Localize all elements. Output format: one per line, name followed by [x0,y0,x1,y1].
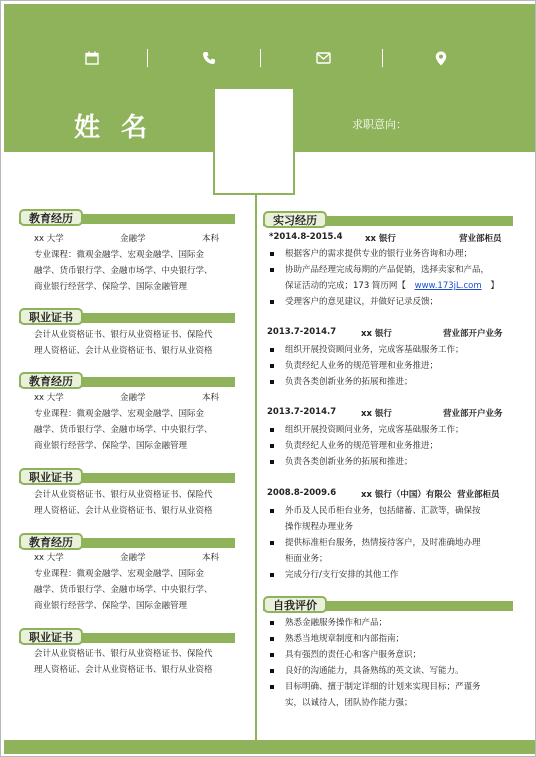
certificate-section-header [19,308,235,325]
job-bullets [265,535,481,551]
job-period: *2014.8-2015.4 [269,232,343,242]
text-line: 理人资格证、会计从业资格证书、银行从业资格 [34,346,213,356]
job-header [267,407,513,421]
section-title: 教育经历 [19,209,83,226]
text-line: 会计从业资格证书、银行从业资格证书、保险代 [34,649,213,659]
self-evaluation-section-header [263,596,513,613]
section-title: 教育经历 [19,533,83,550]
job-bullets [265,342,464,390]
text-line: 融学、货币银行学、金融市场学、中央银行学、 [34,425,213,435]
certificate-text [34,327,213,359]
major: 金融学 [120,553,146,563]
job-company: xx 银行 [361,409,392,419]
education-section-header [19,209,235,226]
job-period: 2008.8-2009.6 [267,488,337,498]
bullet-continuation: 操作规程办理业务 [285,522,354,532]
education-section-header [19,533,235,550]
bullet-item: 负责经纪人业务的规范管理和业务推进； [265,358,464,374]
job-intent-label: 求职意向： [352,118,407,131]
school-name: xx 大学 [34,234,64,244]
text-line: 】 [490,281,499,291]
job-period: 2013.7-2014.7 [267,327,337,337]
bullet-continuation: 柜面业务； [285,554,328,564]
text-line: 商业银行经营学、保险学、国际金融管理 [34,282,188,292]
bullet-item: 负责各类创新业务的拓展和推进； [265,374,464,390]
certificate-section-header [19,468,235,485]
text-line: 会计从业资格证书、银行从业资格证书、保险代 [34,330,213,340]
education-entry [34,390,234,406]
job-role: 营业部开户业务 [443,409,503,419]
bullet-item: 提供标准柜台服务，热情接待客户，及时准确地办理 [265,535,481,551]
bullet-item: 负责经纪人业务的规范管理和业务推进； [265,438,464,454]
bullet-item: 负责各类创新业务的拓展和推进； [265,454,464,470]
text-line: 融学、货币银行学、金融市场学、中央银行学、 [34,585,213,595]
job-role: 营业部柜员 [457,490,500,500]
bullet-item: 良好的沟通能力，具备熟练的英文读、写能力。 [265,663,481,679]
text-line: 专业课程：微观金融学、宏观金融学、国际金 [34,250,205,260]
calendar-icon [80,46,104,70]
bullet-item: 外币及人民币柜台业务，包括储蓄、汇款等，确保按 [265,503,481,519]
job-company: xx 银行 [365,234,396,244]
bullet-item: 目标明确、擅于制定详细的计划来实现目标；严谨务 [265,679,481,695]
section-title: 职业证书 [19,628,83,645]
degree: 本科 [202,553,220,563]
education-entry [34,550,234,566]
text-line: 会计从业资格证书、银行从业资格证书、保险代 [34,490,213,500]
section-title: 职业证书 [19,308,83,325]
internship-section-header [263,211,513,228]
certificate-text [34,646,213,678]
text-line: 理人资格证、会计从业资格证书、银行从业资格 [34,665,213,675]
photo-placeholder [213,87,295,195]
bullet-item: 具有强烈的责任心和客户服务意识； [265,647,481,663]
section-title: 教育经历 [19,372,83,389]
job-bullets [265,422,464,470]
degree: 本科 [202,393,220,403]
bullet-item: 熟悉当地规章制度和内部指南； [265,631,481,647]
bullet-item: 根据客户的需求提供专业的银行业务咨询和办理； [265,246,489,262]
course-text [34,406,213,454]
job-role: 营业部开户业务 [443,329,503,339]
degree: 本科 [202,234,220,244]
contact-icon-bar [4,42,535,76]
course-text [34,566,213,614]
section-title: 职业证书 [19,468,83,485]
job-company: xx 银行 [361,329,392,339]
footer-bar [4,740,535,754]
job-bullets [265,294,438,310]
course-text [34,247,213,295]
bullet-item: 协助产品经理完成每期的产品促销，选择卖家和产品， [265,262,489,278]
column-divider [255,195,257,740]
certificate-section-header [19,628,235,645]
job-role: 营业部柜员 [459,234,502,244]
education-entry [34,231,234,247]
bullet-item: 组织开展投资顾问业务，完成客基础服务工作； [265,422,464,438]
text-line: 保证活动的完成；173 简历网【 [285,281,406,291]
text-line: 专业课程：微观金融学、宏观金融学、国际金 [34,569,205,579]
mail-icon [311,46,335,70]
education-section-header [19,372,235,389]
section-title: 自我评价 [263,596,327,613]
text-line: 理人资格证、会计从业资格证书、银行从业资格 [34,506,213,516]
self-evaluation-bullets [265,615,481,695]
job-header [269,232,513,246]
phone-icon [197,46,221,70]
text-line: 商业银行经营学、保险学、国际金融管理 [34,441,188,451]
job-header [267,327,513,341]
separator [260,49,261,67]
certificate-text [34,487,213,519]
major: 金融学 [120,393,146,403]
job-bullets [265,246,489,278]
location-pin-icon [429,46,453,70]
bullet-item: 受理客户的意见建议，并做好记录反馈； [265,294,438,310]
school-name: xx 大学 [34,393,64,403]
job-period: 2013.7-2014.7 [267,407,337,417]
separator [147,49,148,67]
separator [382,49,383,67]
candidate-name: 姓 名 [74,113,154,143]
bullet-continuation: 实，以诚待人，团队协作能力强； [285,698,413,708]
job-company: xx 银行（中国）有限公 [361,490,452,500]
website-link[interactable]: www.173jL.com [414,281,482,291]
text-line: 专业课程：微观金融学、宏观金融学、国际金 [34,409,205,419]
bullet-item: 组织开展投资顾问业务，完成客基础服务工作； [265,342,464,358]
bullet-item: 熟悉金融服务操作和产品； [265,615,481,631]
job-bullets [265,567,398,583]
job-header [267,488,513,502]
bullet-item: 完成分行/支行安排的其他工作 [265,567,398,583]
section-title: 实习经历 [263,211,327,228]
school-name: xx 大学 [34,553,64,563]
job-bullets [265,503,481,519]
bullet-continuation [285,278,499,294]
text-line: 商业银行经营学、保险学、国际金融管理 [34,601,188,611]
major: 金融学 [120,234,146,244]
text-line: 融学、货币银行学、金融市场学、中央银行学、 [34,266,213,276]
